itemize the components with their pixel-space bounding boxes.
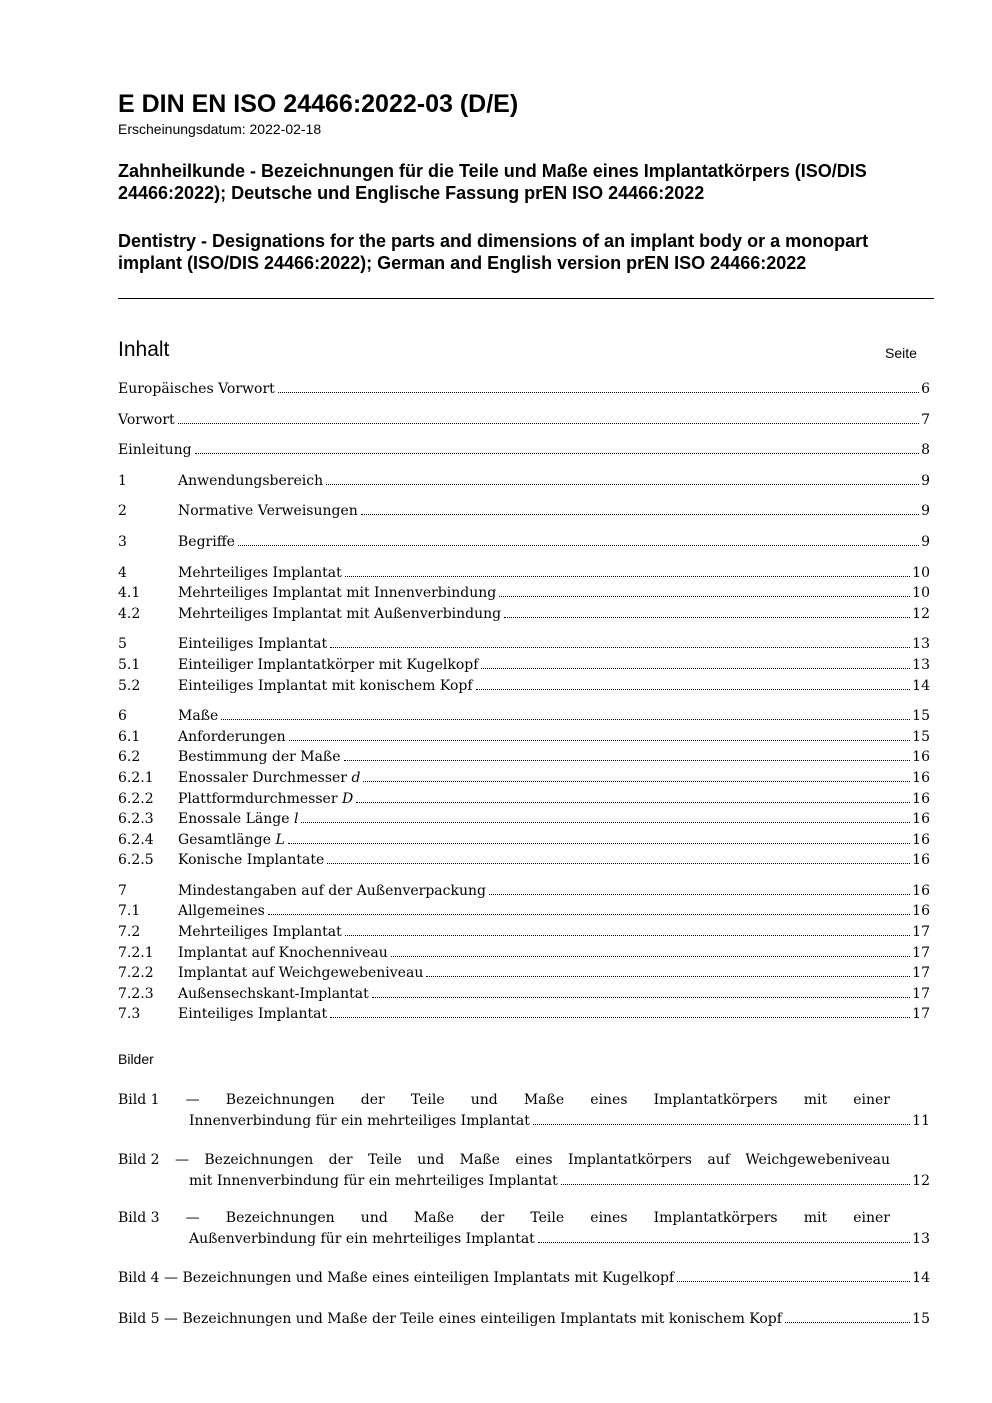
dot-leader <box>288 843 910 844</box>
list-of-figures <box>118 1090 930 1329</box>
toc-entry[interactable] <box>118 410 930 431</box>
toc-entry-title-text: Einleitung <box>118 442 192 459</box>
dot-leader <box>677 1281 910 1282</box>
toc-entry[interactable] <box>118 440 930 461</box>
toc-entry[interactable] <box>118 747 930 768</box>
figure-entry-word: eines <box>515 1152 553 1168</box>
toc-entry-number: 6.2.5 <box>118 852 154 869</box>
toc-entry-title <box>178 706 218 727</box>
toc-entry[interactable] <box>118 789 930 810</box>
toc-entry-title-text: Einteiliges Implantat <box>178 636 328 653</box>
document-id: E DIN EN ISO 24466:2022-03 (D/E) <box>118 90 519 118</box>
figure-entry-line <box>118 1090 890 1111</box>
toc-entry-number: 5.2 <box>118 677 141 694</box>
figure-entry-word: Bild 2 <box>118 1152 160 1168</box>
figure-entry-word: Implantatkörpers <box>653 1210 778 1226</box>
toc-entry-number: 6.2 <box>118 749 141 766</box>
toc-entry-title-text: Mehrteiliges Implantat mit Innenverbindung <box>178 585 497 602</box>
toc-entry-number: 7.2 <box>118 924 141 941</box>
toc-entry-number: 7 <box>118 882 127 899</box>
figure-entry-word: Teile <box>368 1152 402 1168</box>
toc-entry[interactable] <box>118 768 930 789</box>
toc-entry-number: 5 <box>118 636 127 653</box>
toc-entry[interactable] <box>118 706 930 727</box>
toc-entry-title <box>178 850 324 871</box>
toc-entry-page: 10 <box>912 585 930 602</box>
figure-entry-word: Teile <box>410 1092 445 1108</box>
toc-entry[interactable] <box>118 471 930 492</box>
toc-entry[interactable] <box>118 922 930 943</box>
toc-entry-title <box>178 809 298 830</box>
toc-entry-title-text: Außensechskant-Implantat <box>178 985 369 1002</box>
dot-leader <box>538 1242 910 1243</box>
toc-entry-page: 12 <box>912 605 930 622</box>
toc-entry[interactable] <box>118 563 930 584</box>
toc-entry-title <box>118 379 275 400</box>
figure-entry[interactable] <box>118 1208 930 1249</box>
dot-leader <box>426 976 910 977</box>
toc-entry[interactable] <box>118 963 930 984</box>
dot-leader <box>361 514 919 515</box>
toc-entry-title <box>178 532 235 553</box>
toc-entry-title-text: Einteiliges Implantat <box>178 1006 328 1023</box>
table-of-contents <box>118 379 930 1025</box>
toc-entry-title <box>178 830 285 851</box>
figure-entry-word: Bezeichnungen <box>204 1152 314 1168</box>
figure-entry-word: mit <box>803 1092 828 1108</box>
toc-entry-page: 17 <box>912 924 930 941</box>
toc-entry-number: 2 <box>118 503 127 520</box>
figure-entry-word: Teile <box>530 1210 565 1226</box>
dot-leader <box>195 453 920 454</box>
toc-entry-number: 3 <box>118 533 127 550</box>
figure-entry-word: eines <box>590 1092 628 1108</box>
figure-entry-line <box>118 1268 930 1289</box>
toc-entry-page: 17 <box>912 985 930 1002</box>
dot-leader <box>363 781 910 782</box>
toc-entry-title-text: Plattformdurchmesser <box>178 790 338 807</box>
toc-entry-page: 13 <box>912 636 930 653</box>
toc-entry[interactable] <box>118 634 930 655</box>
toc-entry-number: 4.2 <box>118 605 141 622</box>
toc-entry[interactable] <box>118 850 930 871</box>
figure-entry-word: Weichgewebeniveau <box>745 1152 890 1168</box>
figure-entry-word: und <box>360 1210 388 1226</box>
figure-entry[interactable] <box>118 1090 930 1131</box>
dot-leader <box>489 894 910 895</box>
toc-entry-title-text: Begriffe <box>178 533 235 550</box>
toc-entry-title <box>178 922 342 943</box>
dot-leader <box>301 822 910 823</box>
figure-entry-title: Bild 4 — Bezeichnungen und Maße eines einteiligen Implantats mit Kugelkopf <box>118 1270 675 1286</box>
toc-entry-title-text: Mehrteiliges Implantat mit Außenverbindung <box>178 605 502 622</box>
toc-entry-page: 16 <box>912 882 930 899</box>
figure-entry-page: 11 <box>912 1112 930 1129</box>
toc-entry-title-text: Enossaler Durchmesser <box>178 769 347 786</box>
toc-entry-number: 4 <box>118 564 127 581</box>
toc-entry-title <box>178 655 478 676</box>
toc-entry[interactable] <box>118 809 930 830</box>
figure-entry-title-cont: Außenverbindung für ein mehrteiliges Implantat <box>189 1230 535 1247</box>
toc-entry-page: 9 <box>921 533 930 550</box>
toc-entry-title-text: Mehrteiliges Implantat <box>178 924 342 941</box>
figure-entry-word: einer <box>853 1092 890 1108</box>
toc-entry-page: 16 <box>912 831 930 848</box>
figure-entry-word: Bezeichnungen <box>225 1210 335 1226</box>
dot-leader <box>330 647 910 648</box>
toc-entry-page: 15 <box>912 708 930 725</box>
figure-entry[interactable] <box>118 1309 930 1330</box>
toc-entry-title-text: Maße <box>178 708 219 725</box>
toc-entry-title-text: Einteiliger Implantatkörper mit Kugelkopf <box>178 656 479 673</box>
toc-entry-title <box>178 583 496 604</box>
toc-entry[interactable] <box>118 1004 930 1025</box>
dot-leader <box>330 1017 910 1018</box>
toc-entry-number: 6.2.2 <box>118 790 154 807</box>
figure-entry-word: — <box>185 1210 200 1226</box>
toc-entry-title <box>178 881 486 902</box>
toc-entry-page: 8 <box>921 442 930 459</box>
toc-entry-number: 6.1 <box>118 728 141 745</box>
dot-leader <box>356 802 910 803</box>
figure-entry-word: der <box>480 1210 505 1226</box>
publication-date: Erscheinungsdatum: 2022-02-18 <box>118 121 322 137</box>
figure-entry-line <box>118 1171 930 1192</box>
dot-leader <box>345 935 910 936</box>
dot-leader <box>481 668 910 669</box>
figure-entry-word: Implantatkörpers <box>568 1152 692 1168</box>
toc-entry-page: 17 <box>912 1006 930 1023</box>
toc-entry-title-text: Anwendungsbereich <box>178 472 324 489</box>
toc-entry[interactable] <box>118 984 930 1005</box>
toc-entry-title-text: Gesamtlänge <box>178 831 271 848</box>
toc-entry-title-text: Mindestangaben auf der Außenverpackung <box>178 882 486 899</box>
toc-entry-page: 16 <box>912 790 930 807</box>
toc-entry-title-text: Konische Implantate <box>178 852 325 869</box>
toc-entry[interactable] <box>118 676 930 697</box>
figure-entry-word: — <box>185 1092 200 1108</box>
dot-leader <box>344 760 911 761</box>
dot-leader <box>785 1322 910 1323</box>
dot-leader <box>289 740 911 741</box>
figure-entry-line <box>118 1229 930 1250</box>
figure-entry-line <box>118 1111 930 1132</box>
figure-entry-word: auf <box>707 1152 730 1168</box>
figure-entry-word: Implantatkörpers <box>653 1092 778 1108</box>
toc-entry-number: 6.2.1 <box>118 769 154 786</box>
figure-entry-word: Bild 3 <box>118 1210 160 1226</box>
toc-entry[interactable] <box>118 532 930 553</box>
toc-entry-title <box>178 727 286 748</box>
figure-entry-page: 14 <box>912 1270 930 1286</box>
toc-entry[interactable] <box>118 727 930 748</box>
toc-entry-title-text: Bestimmung der Maße <box>178 749 341 766</box>
toc-entry-title-text: Einteiliges Implantat mit konischem Kopf <box>178 677 473 694</box>
toc-entry-number: 4.1 <box>118 585 141 602</box>
toc-entry-page: 14 <box>912 677 930 694</box>
figure-entry-word: der <box>328 1152 353 1168</box>
figure-entry-word: und <box>417 1152 445 1168</box>
figure-entry-page: 15 <box>912 1310 930 1327</box>
figure-entry-page: 13 <box>912 1230 930 1247</box>
toc-entry-title <box>178 676 473 697</box>
toc-entry-title <box>178 943 388 964</box>
toc-entry[interactable] <box>118 583 930 604</box>
figure-entry[interactable] <box>118 1268 930 1289</box>
toc-entry-symbol: L <box>275 831 285 848</box>
dot-leader <box>533 1124 910 1125</box>
toc-entry-number: 6.2.3 <box>118 811 154 828</box>
toc-entry-title <box>178 471 323 492</box>
toc-entry[interactable] <box>118 901 930 922</box>
toc-entry[interactable] <box>118 655 930 676</box>
toc-entry-symbol: l <box>293 811 299 828</box>
toc-entry-title-text: Allgemeines <box>178 903 265 920</box>
toc-entry-title <box>178 604 501 625</box>
title-german: Zahnheilkunde - Bezeichnungen für die Teile und Maße eines Implantatkörpers (ISO/DIS 24466:2022); Deutsche und Englische Fassung prEN ISO 24466:2022 <box>118 161 867 203</box>
toc-entry-title-text: Normative Verweisungen <box>178 503 358 520</box>
toc-entry[interactable] <box>118 943 930 964</box>
figure-entry-line <box>118 1208 890 1229</box>
figure-entry-line <box>118 1150 890 1171</box>
toc-entry-page: 16 <box>912 769 930 786</box>
toc-entry-title <box>178 768 360 789</box>
figure-entry-title-cont: Innenverbindung für ein mehrteiliges Implantat <box>189 1112 530 1129</box>
dot-leader <box>504 617 910 618</box>
figure-entry-word: mit <box>803 1210 828 1226</box>
toc-entry[interactable] <box>118 501 930 522</box>
figure-entry-word: Maße <box>523 1092 565 1108</box>
figure-entry-word: der <box>360 1092 385 1108</box>
toc-entry-title <box>178 563 342 584</box>
dot-leader <box>178 423 919 424</box>
toc-entry-page: 9 <box>921 472 930 489</box>
toc-entry-page: 16 <box>912 903 930 920</box>
figure-entry-page: 12 <box>912 1172 930 1189</box>
toc-entry-number: 6 <box>118 708 127 725</box>
toc-entry-number: 7.3 <box>118 1006 141 1023</box>
dot-leader <box>268 914 910 915</box>
dot-leader <box>278 392 919 393</box>
toc-entry-title <box>178 901 265 922</box>
toc-entry-number: 7.1 <box>118 903 141 920</box>
toc-entry-number: 5.1 <box>118 656 141 673</box>
toc-entry-number: 1 <box>118 472 127 489</box>
toc-entry-title-text: Anforderungen <box>178 728 286 745</box>
dot-leader <box>476 689 911 690</box>
toc-entry-symbol: d <box>351 769 361 786</box>
toc-heading: Inhalt <box>118 338 170 361</box>
toc-entry-symbol: D <box>341 790 354 807</box>
toc-entry-page: 10 <box>912 564 930 581</box>
toc-entry-title <box>178 1004 327 1025</box>
toc-entry-number: 7.2.2 <box>118 965 154 982</box>
figures-heading: Bilder <box>118 1051 154 1067</box>
toc-entry-page: 17 <box>912 965 930 982</box>
toc-entry-title <box>118 410 175 431</box>
toc-entry-page: 16 <box>912 749 930 766</box>
toc-entry[interactable] <box>118 379 930 400</box>
figure-entry-word: Maße <box>459 1152 500 1168</box>
page-column-label: Seite <box>885 345 917 361</box>
toc-entry-title <box>178 501 358 522</box>
dot-leader <box>326 484 919 485</box>
toc-entry-page: 15 <box>912 728 930 745</box>
toc-entry[interactable] <box>118 604 930 625</box>
toc-entry[interactable] <box>118 830 930 851</box>
toc-entry[interactable] <box>118 881 930 902</box>
toc-entry-title-text: Implantat auf Weichgewebeniveau <box>178 965 424 982</box>
dot-leader <box>391 956 910 957</box>
toc-entry-page: 16 <box>912 811 930 828</box>
dot-leader <box>372 997 910 998</box>
dot-leader <box>221 719 910 720</box>
toc-entry-title <box>178 634 327 655</box>
toc-entry-page: 7 <box>921 411 930 428</box>
header-divider <box>118 298 934 299</box>
dot-leader <box>327 863 910 864</box>
figure-entry-word: einer <box>853 1210 890 1226</box>
title-english: Dentistry - Designations for the parts and dimensions of an implant body or a monopart implant (ISO/DIS 24466:2022); German and English version prEN ISO 24466:2022 <box>118 231 869 273</box>
toc-entry-title <box>178 984 369 1005</box>
dot-leader <box>345 576 910 577</box>
toc-entry-page: 9 <box>921 503 930 520</box>
toc-entry-page: 16 <box>912 852 930 869</box>
toc-entry-title <box>178 789 353 810</box>
toc-entry-title <box>118 440 192 461</box>
dot-leader <box>561 1184 910 1185</box>
dot-leader <box>499 596 910 597</box>
figure-entry[interactable] <box>118 1150 930 1191</box>
figure-entry-word: Bild 1 <box>118 1092 160 1108</box>
figure-entry-word: Bezeichnungen <box>225 1092 335 1108</box>
figure-entry-word: — <box>174 1152 189 1168</box>
toc-entry-page: 13 <box>912 656 930 673</box>
toc-entry-title-text: Mehrteiliges Implantat <box>178 564 342 581</box>
figure-entry-title-cont: mit Innenverbindung für ein mehrteiliges Implantat <box>189 1172 558 1189</box>
toc-entry-page: 17 <box>912 944 930 961</box>
toc-entry-title-text: Enossale Länge <box>178 811 290 828</box>
figure-entry-word: eines <box>590 1210 628 1226</box>
toc-entry-title <box>178 963 423 984</box>
toc-entry-title-text: Vorwort <box>118 411 175 428</box>
toc-entry-number: 6.2.4 <box>118 831 154 848</box>
toc-entry-page: 6 <box>921 381 930 397</box>
figure-entry-word: und <box>470 1092 498 1108</box>
toc-entry-title-text: Europäisches Vorwort <box>118 381 275 397</box>
figure-entry-line <box>118 1309 930 1330</box>
toc-entry-title-text: Implantat auf Knochenniveau <box>178 944 388 961</box>
toc-entry-number: 7.2.1 <box>118 944 154 961</box>
figure-entry-title: Bild 5 — Bezeichnungen und Maße der Teile eines einteiligen Implantats mit konischem Kopf <box>118 1310 782 1327</box>
toc-entry-title <box>178 747 341 768</box>
dot-leader <box>238 545 919 546</box>
toc-entry-number: 7.2.3 <box>118 985 154 1002</box>
figure-entry-word: Maße <box>413 1210 455 1226</box>
